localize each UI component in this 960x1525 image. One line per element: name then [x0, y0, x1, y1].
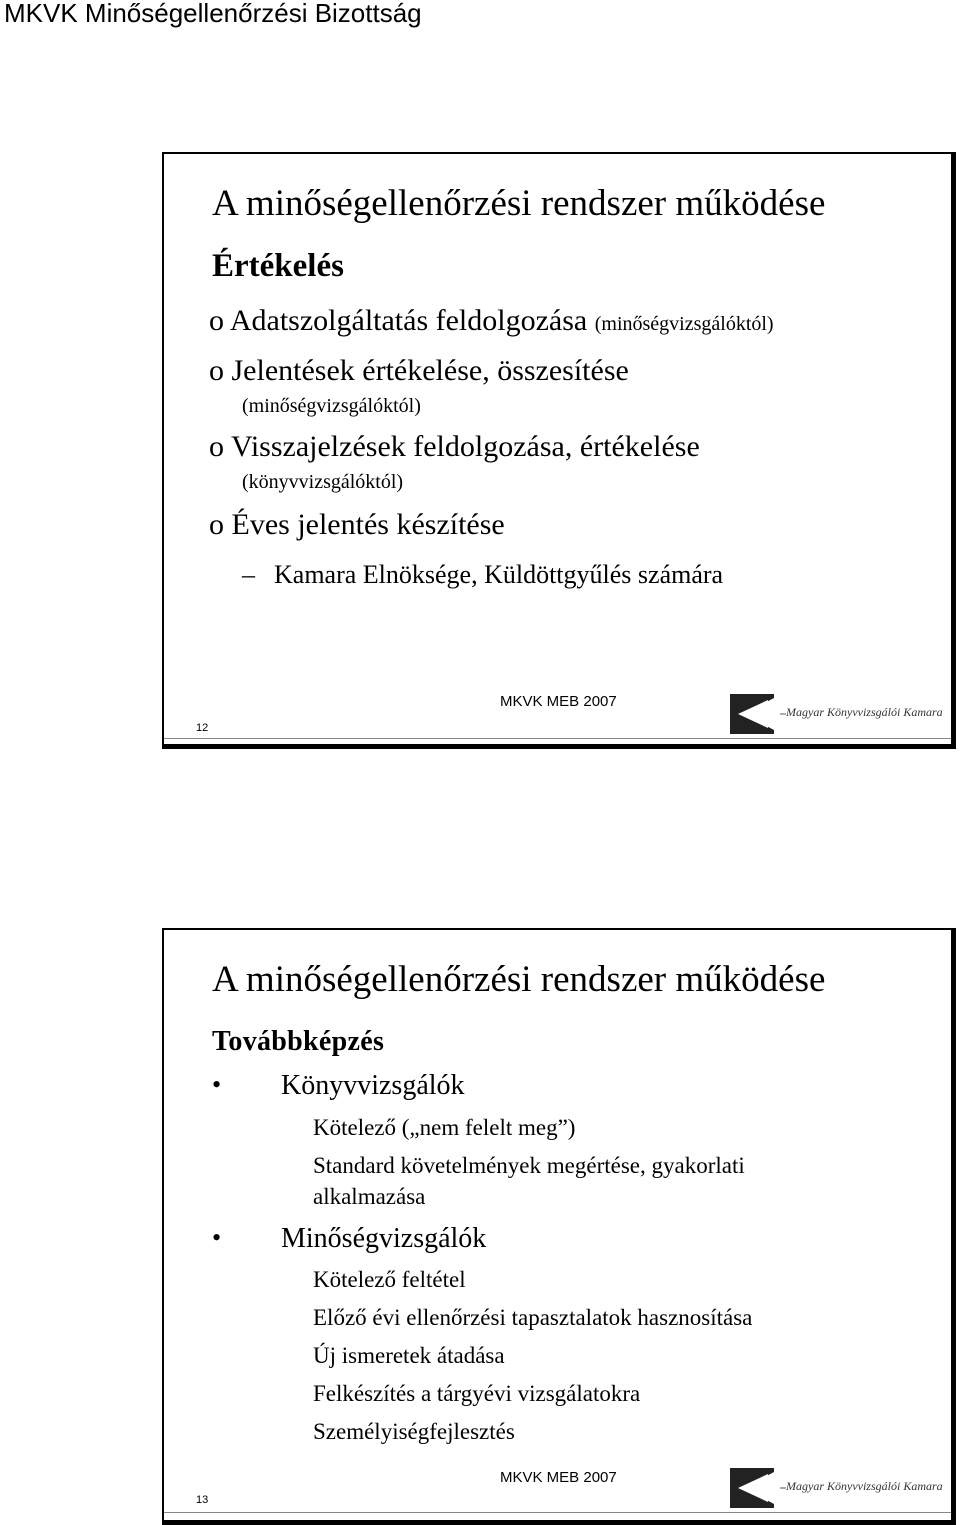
bullet-marker: • — [212, 1223, 222, 1252]
list-item-text: Adatszolgáltatás feldolgozása — [229, 304, 588, 337]
list-item-text: Éves jelentés készítése — [231, 508, 505, 541]
bullet-marker: o — [209, 508, 224, 541]
group-label: Könyvvizsgálók — [281, 1070, 465, 1101]
list-item-note: (minőségvizsgálóktól) — [242, 395, 421, 417]
bullet-marker: o — [209, 304, 224, 337]
slide-footer: MKVK MEB 2007 — [500, 693, 617, 710]
group-item: Személyiségfejlesztés — [313, 1419, 515, 1444]
bullet-marker: o — [209, 430, 224, 463]
slide-12 — [162, 152, 956, 749]
slide-number: 13 — [196, 1494, 209, 1506]
list-item — [209, 354, 629, 388]
section-heading: Továbbképzés — [212, 1026, 385, 1057]
section-heading: Értékelés — [212, 248, 344, 284]
list-item-note: (minőségvizsgálóktól) — [594, 313, 774, 335]
page-header-title: MKVK Minőségellenőrzési Bizottság — [4, 0, 422, 28]
list-item-note: (könyvvizsgálóktól) — [242, 471, 404, 493]
group-label: Minőségvizsgálók — [281, 1223, 487, 1254]
group-item: Felkészítés a tárgyévi vizsgálatokra — [313, 1381, 641, 1406]
list-item — [209, 430, 700, 464]
sub-list-item — [242, 560, 723, 590]
list-item-text: Visszajelzések feldolgozása, értékelése — [230, 430, 700, 463]
logo-text: Magyar Könyvvizsgálói Kamara — [786, 705, 943, 719]
list-item — [209, 508, 505, 542]
footer-divider — [164, 1512, 951, 1513]
bullet-marker: o — [209, 354, 224, 387]
list-item — [209, 304, 774, 338]
bullet-marker: • — [212, 1070, 222, 1099]
group-item: Kötelező feltétel — [313, 1267, 466, 1292]
group-item: Új ismeretek átadása — [313, 1343, 505, 1368]
group-item: alkalmazása — [313, 1184, 426, 1209]
slide-footer: MKVK MEB 2007 — [500, 1469, 617, 1486]
group-item: Standard követelmények megértése, gyakorlati — [313, 1153, 745, 1178]
slide-13 — [162, 928, 956, 1525]
logo-text: Magyar Könyvvizsgálói Kamara — [786, 1479, 943, 1493]
footer-divider — [164, 738, 951, 739]
slide-title: A minőségellenőrzési rendszer működése — [212, 959, 826, 1000]
sub-list-item-text: Kamara Elnöksége, Küldöttgyűlés számára — [274, 560, 724, 589]
dash-marker: – — [242, 560, 255, 589]
group-item: Előző évi ellenőrzési tapasztalatok hasznosítása — [313, 1305, 753, 1330]
slide-number: 12 — [196, 722, 209, 734]
list-item-text: Jelentések értékelése, összesítése — [231, 354, 629, 387]
slide-title: A minőségellenőrzési rendszer működése — [212, 183, 826, 224]
group-item: Kötelező („nem felelt meg”) — [313, 1115, 576, 1140]
